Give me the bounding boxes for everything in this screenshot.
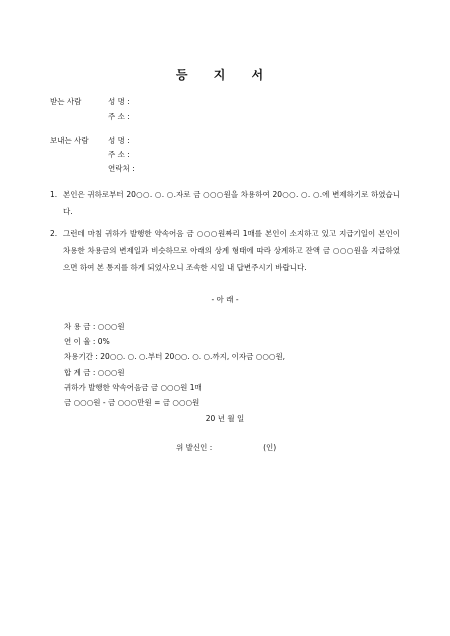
paragraph-number: 1. bbox=[50, 190, 58, 199]
detail-calculation: 금 ○○○원 - 금 ○○○만원 = 금 ○○○원 bbox=[64, 398, 200, 408]
recipient-label: 받는 사람 bbox=[50, 97, 82, 106]
detail-loan-period: 차용기간 : 20○○. ○. ○.부터 20○○. ○. ○.까지, 이자금 ○○○원, bbox=[64, 352, 286, 362]
paragraph-number: 2. bbox=[50, 229, 58, 238]
details-list bbox=[64, 319, 285, 410]
detail-total: 합 계 금 : ○○○원 bbox=[64, 367, 125, 377]
detail-loan-amount: 차 용 금 : ○○○원 bbox=[64, 322, 125, 331]
notice-heading: - 아 래 - bbox=[211, 295, 239, 304]
sender-label: 보내는 사람 bbox=[50, 136, 89, 145]
seal-mark: (인) bbox=[263, 443, 277, 452]
paragraph-1 bbox=[50, 186, 400, 220]
paragraph-text: 그런데 마침 귀하가 발행한 약속어음 금 ○○○원짜리 1매를 본인이 소지하고 있고 지급기일이 본인이 차용한 차용금의 변제일과 비슷하므로 아래의 상계 형태에 따라 상계하고 잔액 금 ○○○원을 지급하였으면 하여 본 통지를 하게 되었사오니 조속한 시일 내 답변주시기 바랍니다. bbox=[63, 229, 400, 272]
paragraph-text: 본인은 귀하로부터 20○○. ○. ○.자로 금 ○○○원을 차용하여 20○○. ○. ○.에 변제하기로 하였습니다. bbox=[63, 190, 400, 216]
recipient-address-label: 주 소 : bbox=[108, 112, 130, 121]
signature-label: 위 발신인 : bbox=[176, 443, 213, 452]
sender-name-label: 성 명 : bbox=[108, 136, 130, 145]
sender-contact-label: 연락처 : bbox=[108, 164, 135, 173]
detail-promissory-note: 귀하가 발행한 약속어음금 금 ○○○원 1매 bbox=[64, 382, 202, 392]
detail-interest-rate: 연 이 율 : 0% bbox=[64, 337, 110, 347]
signature-line bbox=[176, 442, 276, 453]
recipient-name-label: 성 명 : bbox=[108, 97, 130, 106]
document-title: 등 지 서 bbox=[175, 68, 275, 82]
date-line: 20 년 월 일 bbox=[205, 414, 245, 423]
paragraph-2 bbox=[50, 225, 400, 276]
sender-address-label: 주 소 : bbox=[108, 150, 130, 159]
